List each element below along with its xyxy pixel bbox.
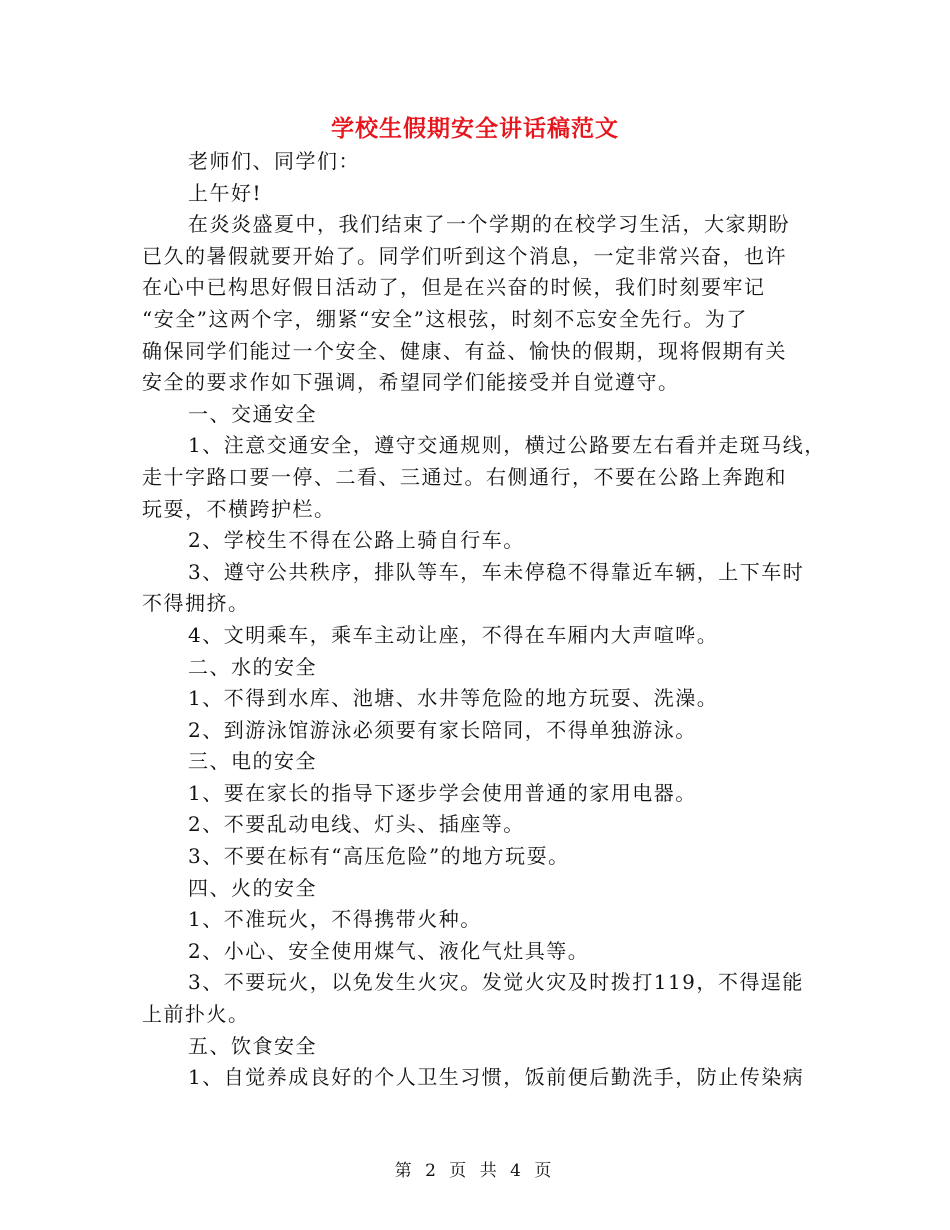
section-heading: 五、饮食安全	[188, 1033, 317, 1058]
section-item-line: 上前扑火。	[142, 1002, 250, 1027]
intro-line: 在炎炎盛夏中，我们结束了一个学期的在校学习生活，大家期盼	[188, 212, 790, 237]
section-item-line: 3、不要在标有“高压危险”的地方玩耍。	[188, 844, 570, 869]
section-item-line: 1、注意交通安全，遵守交通规则，横过公路要左右看并走斑马线，	[188, 433, 826, 458]
section-heading: 一、交通安全	[188, 401, 317, 426]
section-heading: 四、火的安全	[188, 875, 317, 900]
document-body	[142, 146, 826, 1094]
intro-line: 已久的暑假就要开始了。同学们听到这个消息，一定非常兴奋，也许	[142, 243, 787, 268]
section-item-line: 1、自觉养成良好的个人卫生习惯，饭前便后勤洗手，防止传染病	[188, 1065, 805, 1090]
section-item-line: 2、学校生不得在公路上骑自行车。	[188, 528, 525, 553]
intro-line: 在心中已构思好假日活动了，但是在兴奋的时候，我们时刻要牢记	[142, 275, 766, 300]
section-item-line: 2、不要乱动电线、灯头、插座等。	[188, 812, 525, 837]
salutation: 上午好!	[188, 180, 263, 205]
greeting: 老师们、同学们：	[188, 149, 360, 173]
section-item-line: 玩耍，不横跨护栏。	[142, 496, 336, 521]
intro-line: “安全”这两个字，绷紧“安全”这根弦，时刻不忘安全先行。为了	[142, 306, 748, 331]
section-item-line: 3、遵守公共秩序，排队等车，车未停稳不得靠近车辆，上下车时	[188, 559, 805, 584]
section-item-line: 2、到游泳馆游泳必须要有家长陪同，不得单独游泳。	[188, 717, 697, 742]
section-item-line: 3、不要玩火，以免发生火灾。发觉火灾及时拨打119，不得逞能	[188, 970, 804, 995]
intro-paragraph	[142, 209, 822, 399]
section-heading: 二、水的安全	[188, 654, 317, 679]
sections	[142, 399, 826, 1094]
section-item-line: 2、小心、安全使用煤气、液化气灶具等。	[188, 938, 590, 963]
section-item-line: 4、文明乘车，乘车主动让座，不得在车厢内大声喧哗。	[188, 622, 719, 647]
section-item-line: 走十字路口要一停、二看、三通过。右侧通行，不要在公路上奔跑和	[142, 464, 787, 489]
section-heading: 三、电的安全	[188, 749, 317, 774]
section-item-line: 1、不准玩火，不得携带火种。	[188, 907, 482, 932]
section-item-line: 1、不得到水库、池塘、水井等危险的地方玩耍、洗澡。	[188, 686, 719, 711]
document-title: 学校生假期安全讲话稿范文	[331, 115, 619, 142]
intro-line: 安全的要求作如下强调，希望同学们能接受并自觉遵守。	[142, 370, 680, 395]
intro-line: 确保同学们能过一个安全、健康、有益、愉快的假期，现将假期有关	[142, 338, 787, 363]
section-item-line: 1、要在家长的指导下逐步学会使用普通的家用电器。	[188, 780, 697, 805]
page-footer: 第 2 页 共 4 页	[394, 1161, 556, 1181]
section-item-line: 不得拥挤。	[142, 591, 250, 616]
